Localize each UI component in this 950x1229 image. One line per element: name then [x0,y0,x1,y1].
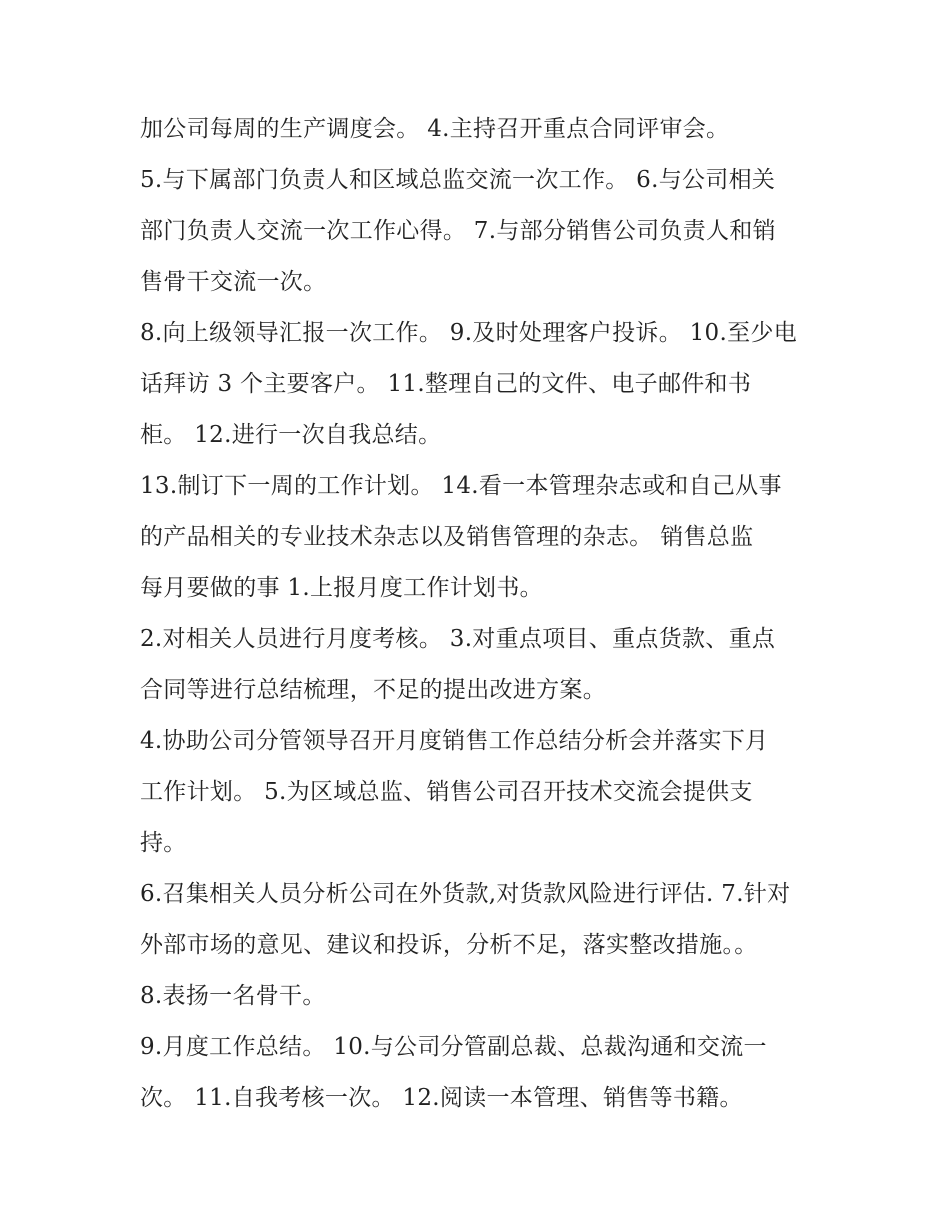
text-line: 外部市场的意见、建议和投诉，分析不足，落实整改措施。。 [140,932,758,958]
text-line: 柜。 12.进行一次自我总结。 [140,422,442,448]
text-line: 8.表扬一名骨干。 [140,983,326,1009]
text-line: 合同等进行总结梳理，不足的提出改进方案。 [140,677,606,703]
text-line: 5.与下属部门负责人和区域总监交流一次工作。 6.与公司相关 [140,167,776,193]
text-line: 工作计划。 5.为区域总监、销售公司召开技术交流会提供支 [140,779,753,805]
text-line: 8.向上级领导汇报一次工作。 9.及时处理客户投诉。 10.至少电 [140,320,797,346]
text-line: 话拜访 3 个主要客户。 11.整理自己的文件、电子邮件和书 [140,371,752,397]
text-line: 6.召集相关人员分析公司在外货款,对货款风险进行评估. 7.针对 [140,881,791,907]
text-line: 2.对相关人员进行月度考核。 3.对重点项目、重点货款、重点 [140,626,776,652]
text-line: 持。 [140,830,187,856]
text-line: 13.制订下一周的工作计划。 14.看一本管理杂志或和自己从事 [140,473,782,499]
text-line: 部门负责人交流一次工作心得。 7.与部分销售公司负责人和销 [140,218,776,244]
text-line: 售骨干交流一次。 [140,269,327,295]
text-line: 的产品相关的专业技术杂志以及销售管理的杂志。 销售总监 [140,524,754,550]
text-line: 次。 11.自我考核一次。 12.阅读一本管理、销售等书籍。 [140,1085,743,1111]
text-line: 4.协助公司分管领导召开月度销售工作总结分析会并落实下月 [140,728,769,754]
text-line: 加公司每周的生产调度会。 4.主持召开重点合同评审会。 [140,116,730,142]
text-line: 每月要做的事 1.上报月度工作计划书。 [140,575,543,601]
document-body [140,104,820,1124]
text-line: 9.月度工作总结。 10.与公司分管副总裁、总裁沟通和交流一 [140,1034,767,1060]
